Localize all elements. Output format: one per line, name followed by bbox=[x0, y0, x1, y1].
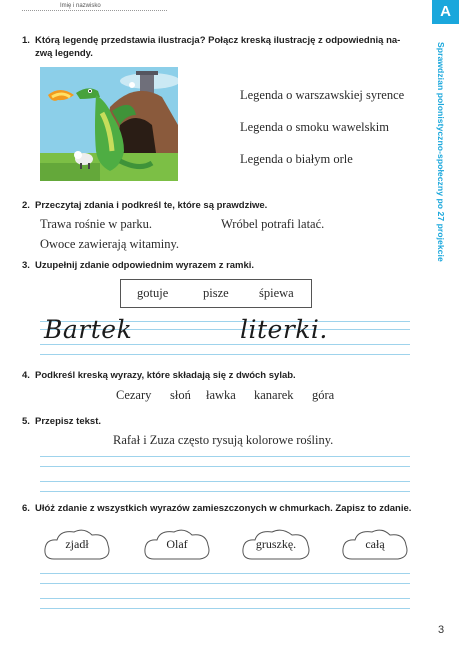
cloud-1: zjadł bbox=[42, 527, 112, 563]
q2-instruction: 2. Przeczytaj zdania i podkreśl te, które są prawdziwe. bbox=[22, 200, 268, 211]
q5-instruction: 5. Przepisz tekst. bbox=[22, 416, 101, 427]
variant-badge: A bbox=[432, 0, 459, 24]
q6-writing-line[interactable] bbox=[40, 573, 410, 574]
q5-writing-line[interactable] bbox=[40, 481, 410, 482]
handwritten-answer: literki. bbox=[240, 315, 328, 344]
q4-word-1[interactable]: Cezary bbox=[116, 388, 152, 402]
name-field bbox=[22, 10, 167, 11]
q1-option-2[interactable]: Legenda o smoku wawelskim bbox=[240, 120, 389, 134]
q6-instruction: 6. Ułóż zdanie z wszystkich wyrazów zamieszczonych w chmurkach. Zapisz to zdanie. bbox=[22, 503, 412, 514]
q5-writing-line[interactable] bbox=[40, 491, 410, 492]
q4-word-5[interactable]: góra bbox=[312, 388, 335, 402]
q6-writing-line[interactable] bbox=[40, 598, 410, 599]
q6-writing-line[interactable] bbox=[40, 583, 410, 584]
dragon-illustration bbox=[40, 67, 178, 181]
q2-sentence-1[interactable]: Trawa rośnie w parku. bbox=[40, 217, 153, 231]
q4-word-3[interactable]: ławka bbox=[206, 388, 236, 402]
q4-instruction: 4. Podkreśl kreską wyrazy, które składają się z dwóch sylab. bbox=[22, 370, 296, 381]
q5-writing-line[interactable] bbox=[40, 466, 410, 467]
name-label: Imię i nazwisko bbox=[60, 3, 101, 9]
q1-instruction: 1. Którą legendę przedstawia ilustracja? Połącz kreską ilustrację z odpowiednią na- zwą legendy. bbox=[22, 35, 401, 59]
q2-sentence-3[interactable]: Owoce zawierają witaminy. bbox=[40, 237, 180, 251]
q1-option-3[interactable]: Legenda o białym orle bbox=[240, 152, 353, 166]
q3-writing-line bbox=[40, 344, 410, 345]
q5-writing-line[interactable] bbox=[40, 456, 410, 457]
handwritten-name: Bartek bbox=[44, 315, 133, 344]
q6-writing-line[interactable] bbox=[40, 608, 410, 609]
cloud-2: Olaf bbox=[142, 527, 212, 563]
word-box-item-3: śpiewa bbox=[259, 286, 294, 300]
q4-word-2[interactable]: słoń bbox=[170, 388, 191, 402]
q2-sentence-2[interactable]: Wróbel potrafi latać. bbox=[221, 217, 325, 231]
q4-word-4[interactable]: kanarek bbox=[254, 388, 294, 402]
cloud-3: gruszkę. bbox=[240, 527, 312, 563]
q3-writing-line bbox=[40, 354, 410, 355]
cloud-4: całą bbox=[340, 527, 410, 563]
q3-instruction: 3. Uzupełnij zdanie odpowiednim wyrazem z ramki. bbox=[22, 260, 255, 271]
page-number: 3 bbox=[438, 624, 445, 636]
word-box-item-2: pisze bbox=[203, 286, 229, 300]
q5-sentence: Rafał i Zuza często rysują kolorowe rośliny. bbox=[113, 433, 334, 447]
word-box-item-1: gotuje bbox=[137, 286, 169, 300]
q1-option-1[interactable]: Legenda o warszawskiej syrence bbox=[240, 88, 405, 102]
